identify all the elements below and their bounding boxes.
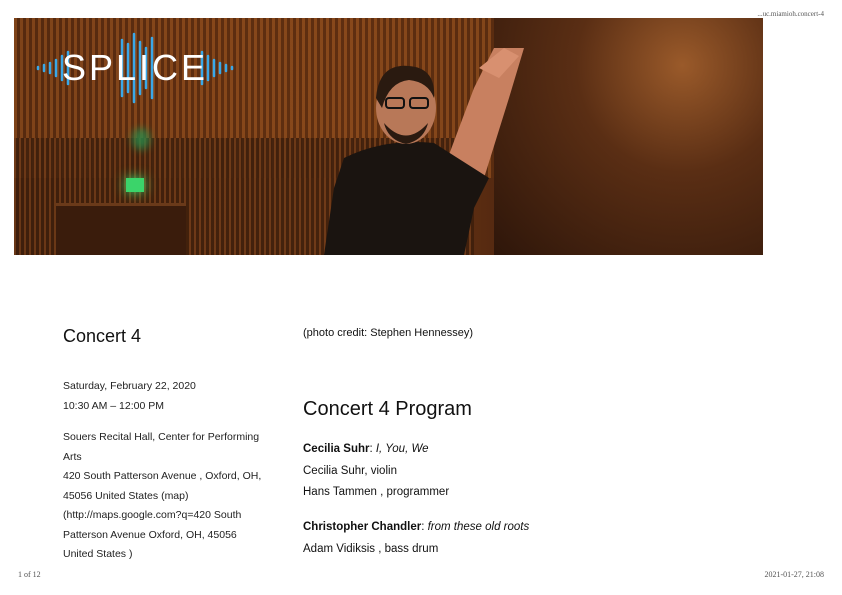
address-line: 420 South Patterson Avenue , Oxford, OH, (63, 470, 262, 482)
program-piece (303, 439, 783, 504)
composer-name: Cecilia Suhr (303, 443, 370, 455)
map-url[interactable]: Patterson Avenue Oxford, OH, 45056 (63, 528, 237, 541)
page-header-url: ...uc.miamioh.concert-4 (757, 10, 824, 18)
work-title: from these old roots (427, 521, 530, 533)
program-piece (303, 517, 783, 560)
performer: Cecilia Suhr, violin (303, 464, 397, 477)
event-date: Saturday, February 22, 2020 (63, 380, 196, 392)
event-title: Concert 4 (63, 326, 142, 346)
photo-credit: (photo credit: Stephen Hennessey) (303, 327, 473, 339)
hero-banner (14, 18, 763, 255)
piece-header (303, 439, 783, 461)
event-datetime (63, 377, 273, 416)
exit-sign (126, 178, 144, 192)
performer: Hans Tammen , programmer (303, 486, 450, 498)
splice-logo (32, 30, 242, 105)
composer-name: Christopher Chandler (303, 521, 422, 533)
doorway (56, 203, 186, 255)
svg-text:SPLICE: SPLICE (61, 47, 209, 88)
program-title: Concert 4 Program (303, 398, 472, 420)
work-title: I, You, We (375, 443, 429, 455)
footer-page-number: 1 of 12 (18, 570, 41, 579)
performer: Adam Vidiksis , bass drum (303, 542, 439, 555)
venue-line: Arts (63, 450, 82, 463)
map-url[interactable]: United States ) (63, 548, 133, 560)
map-link[interactable]: 45056 United States (map) (63, 489, 189, 502)
venue-line: Souers Recital Hall, Center for Performing (63, 431, 260, 443)
green-light (132, 128, 150, 150)
piece-header (303, 517, 783, 539)
footer-timestamp: 2021-01-27, 21:08 (764, 570, 824, 579)
brick-wall (494, 18, 763, 255)
event-time: 10:30 AM – 12:00 PM (63, 399, 164, 412)
conductor-figure (324, 48, 524, 255)
separator: : (369, 443, 376, 455)
event-location (63, 428, 273, 565)
separator: : (421, 521, 428, 533)
map-url[interactable]: (http://maps.google.com?q=420 South (63, 509, 242, 521)
